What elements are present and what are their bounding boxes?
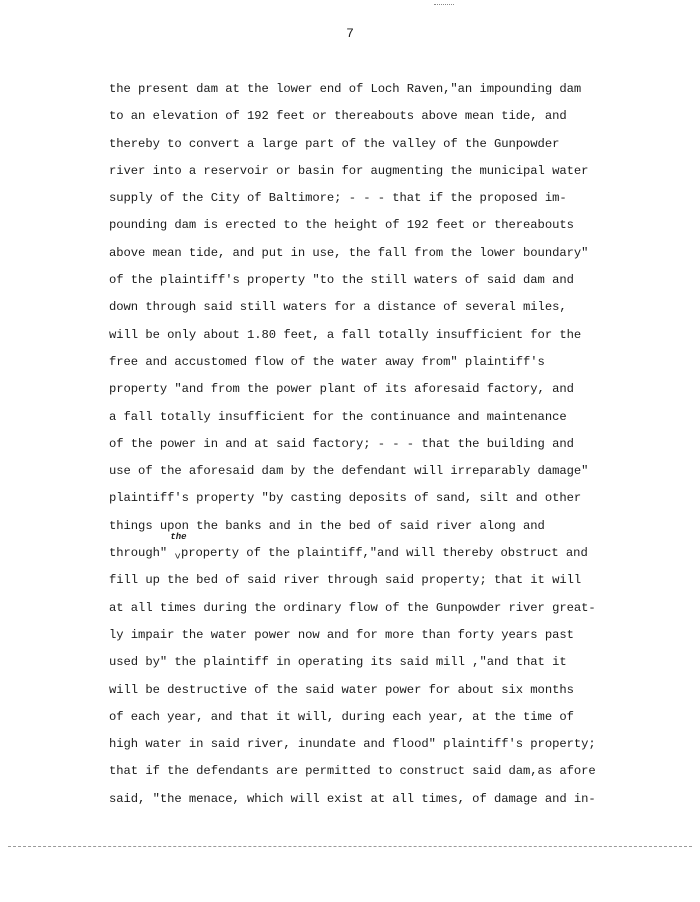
text-line: free and accustomed flow of the water away from" plaintiff's xyxy=(109,354,545,369)
text-line: thereby to convert a large part of the valley of the Gunpowder xyxy=(109,136,560,151)
text-line: property "and from the power plant of its aforesaid factory, and xyxy=(109,382,574,397)
text-line: supply of the City of Baltimore; - - - that if the proposed im- xyxy=(109,191,567,206)
text-line: things upon the banks and in the bed of said river along and xyxy=(109,518,545,533)
text-line: a fall totally insufficient for the continuance and maintenance xyxy=(109,409,567,424)
text-line: above mean tide, and put in use, the fall from the lower boundary" xyxy=(109,245,589,260)
text-line: the present dam at the lower end of Loch Raven,"an impounding dam xyxy=(109,82,582,96)
line-segment-before: through" xyxy=(109,546,175,561)
text-line: at all times during the ordinary flow of the Gunpowder river great- xyxy=(109,600,596,615)
document-body xyxy=(109,80,654,817)
text-line: used by" the plaintiff in operating its said mill ,"and that it xyxy=(109,655,567,670)
text-line: that if the defendants are permitted to construct said dam,as afore xyxy=(109,764,596,779)
text-line: to an elevation of 192 feet or thereabouts above mean tide, and xyxy=(109,109,567,124)
insertion-text: the xyxy=(170,532,187,543)
caret-mark-icon: ^ xyxy=(174,547,181,560)
text-line: down through said still waters for a distance of several miles, xyxy=(109,300,567,315)
text-line: said, "the menace, which will exist at all times, of damage and in- xyxy=(109,791,596,806)
text-line: high water in said river, inundate and flood" plaintiff's property; xyxy=(109,737,596,752)
text-line: river into a reservoir or basin for augmenting the municipal water xyxy=(109,163,589,178)
text-line: plaintiff's property "by casting deposits of sand, silt and other xyxy=(109,491,582,506)
text-line: of the plaintiff's property "to the still waters of said dam and xyxy=(109,273,574,288)
page-number: 7 xyxy=(346,26,354,41)
text-line: of each year, and that it will, during each year, at the time of xyxy=(109,709,574,724)
text-line: ly impair the water power now and for more than forty years past xyxy=(109,627,574,642)
text-line: will be only about 1.80 feet, a fall totally insufficient for the xyxy=(109,327,582,342)
line-segment-after: property of the plaintiff,"and will thereby obstruct and xyxy=(180,546,588,561)
scan-artifact-top xyxy=(434,4,454,5)
text-line: will be destructive of the said water power for about six months xyxy=(109,682,574,697)
text-line: pounding dam is erected to the height of 192 feet or thereabouts xyxy=(109,218,574,233)
scan-artifact-bottom xyxy=(8,846,692,847)
text-line: use of the aforesaid dam by the defendant will irreparably damage" xyxy=(109,464,589,479)
text-line: of the power in and at said factory; - - - that the building and xyxy=(109,436,574,451)
handwritten-insertion xyxy=(170,532,187,562)
text-line: fill up the bed of said river through said property; that it will xyxy=(109,573,582,588)
text-line-with-insertion xyxy=(109,532,654,571)
